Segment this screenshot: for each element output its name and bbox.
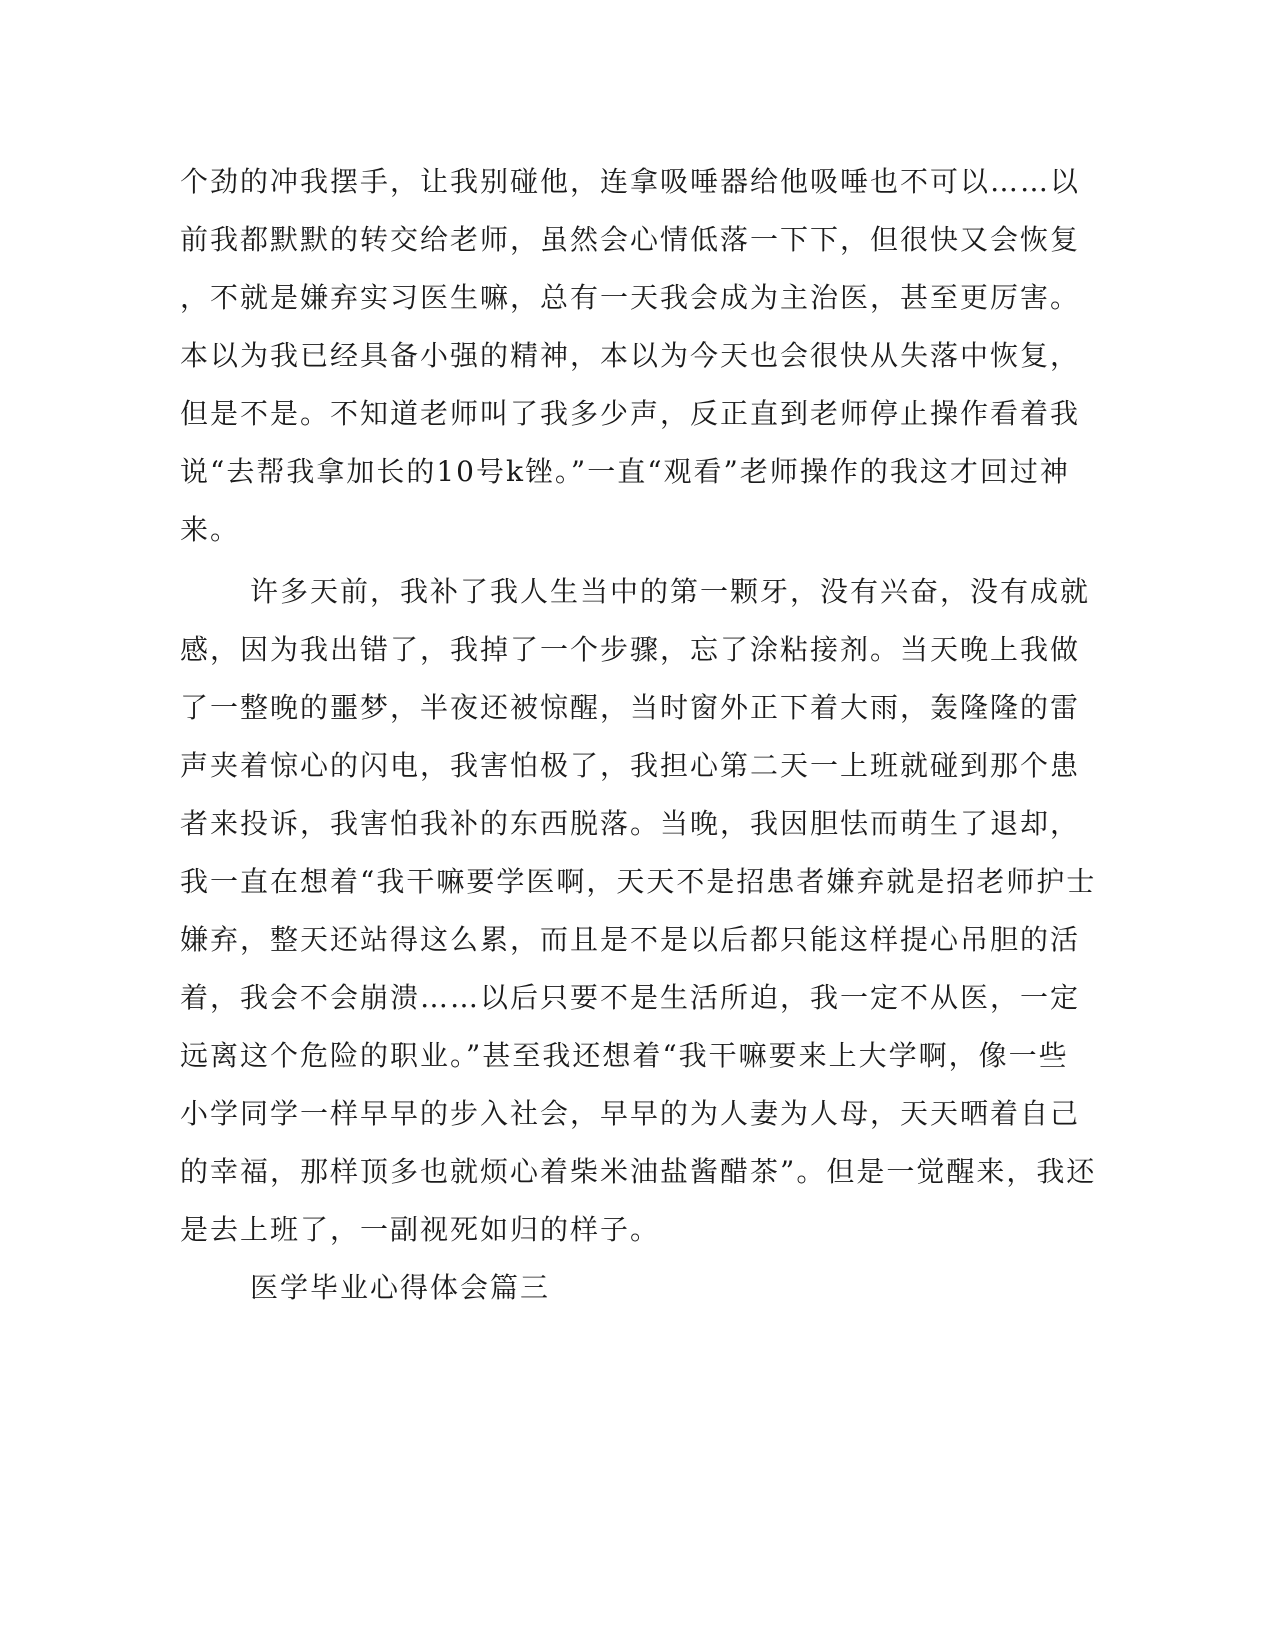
text-line: ，不就是嫌弃实习医生嘛，总有一天我会成为主治医，甚至更厉害。 [180,281,1081,314]
text-line: 是去上班了，一副视死如归的样子。 [180,1213,661,1246]
section-heading: 医学毕业心得体会篇三 [250,1271,551,1304]
text-line: 的幸福，那样顶多也就烦心着柴米油盐酱醋茶”。但是一觉醒来，我还 [180,1155,1097,1188]
text-line: 说“去帮我拿加长的10号k锉。”一直“观看”老师操作的我这才回过神 [180,455,1070,488]
text-line: 但是不是。不知道老师叫了我多少声，反正直到老师停止操作看着我 [180,397,1081,430]
text-line: 着，我会不会崩溃……以后只要不是生活所迫，我一定不从医，一定 [180,981,1081,1014]
text-line: 个劲的冲我摆手，让我别碰他，连拿吸唾器给他吸唾也不可以……以 [180,165,1081,198]
text-line: 来。 [180,513,241,546]
paragraph-first-line: 许多天前，我补了我人生当中的第一颗牙，没有兴奋，没有成就 [250,575,1091,608]
text-line: 本以为我已经具备小强的精神，本以为今天也会很快从失落中恢复， [180,339,1081,372]
text-line: 前我都默默的转交给老师，虽然会心情低落一下下，但很快又会恢复 [180,223,1081,256]
text-line: 了一整晚的噩梦，半夜还被惊醒，当时窗外正下着大雨，轰隆隆的雷 [180,691,1081,724]
text-line: 小学同学一样早早的步入社会，早早的为人妻为人母，天天晒着自己 [180,1097,1081,1130]
text-line: 嫌弃，整天还站得这么累，而且是不是以后都只能这样提心吊胆的活 [180,923,1081,956]
text-line: 远离这个危险的职业。”甚至我还想着“我干嘛要来上大学啊，像一些 [180,1039,1069,1072]
text-line: 者来投诉，我害怕我补的东西脱落。当晚，我因胆怯而萌生了退却， [180,807,1081,840]
text-line: 声夹着惊心的闪电，我害怕极了，我担心第二天一上班就碰到那个患 [180,749,1081,782]
text-line: 感，因为我出错了，我掉了一个步骤，忘了涂粘接剂。当天晚上我做 [180,633,1081,666]
text-line: 我一直在想着“我干嘛要学医啊，天天不是招患者嫌弃就是招老师护士 [180,865,1097,898]
